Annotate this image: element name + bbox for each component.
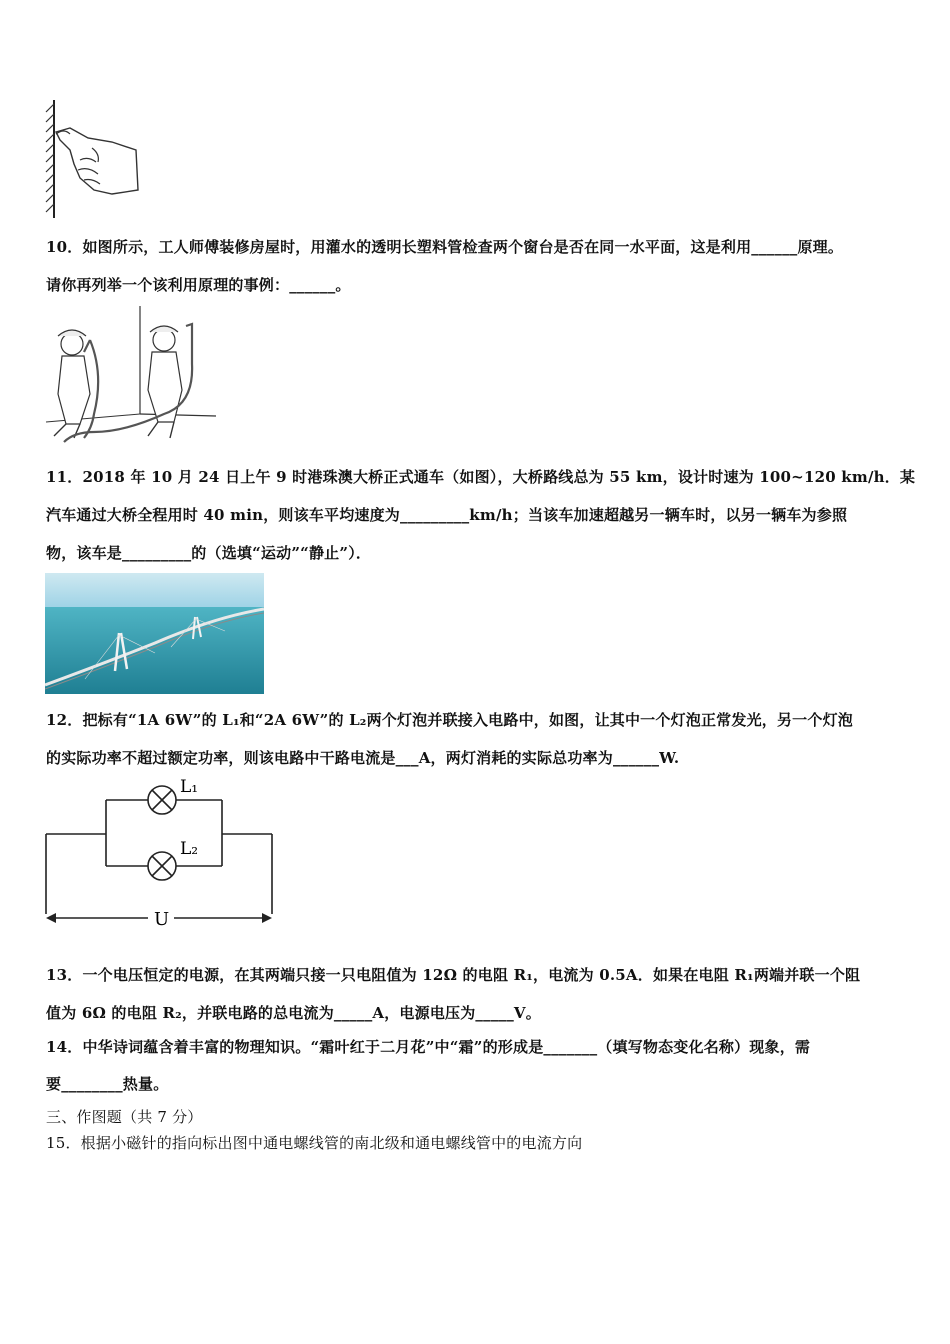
q15-line1: 15．根据小磁针的指向标出图中通电螺线管的南北级和通电螺线管中的电流方向 [46, 1134, 583, 1152]
q11-line1: 11．2018 年 10 月 24 日上午 9 时港珠澳大桥正式通车（如图），大桥路线总为 55 km，设计时速为 100~120 km/h．某 [46, 468, 916, 486]
hand-wall-figure [40, 98, 144, 220]
lamp-l2 [148, 852, 176, 880]
lamp1-label: L₁ [180, 777, 199, 797]
q11-line3: 物，该车是_________的（选填“运动”“静止”）． [46, 544, 372, 562]
circuit-diagram [40, 774, 280, 930]
lamp2-label: L₂ [180, 839, 199, 859]
bridge-photo [45, 573, 264, 694]
q14-line2: 要________热量。 [46, 1075, 169, 1093]
q11-line2: 汽车通过大桥全程用时 40 min，则该车平均速度为_________km/h；当该车加速超越另一辆车时，以另一辆车为参照 [46, 506, 848, 524]
q13-line1: 13．一个电压恒定的电源，在其两端只接一只电阻值为 12Ω 的电阻 R₁，电流为 0.5A．如果在电阻 R₁两端并联一个阻 [46, 966, 861, 984]
q10-line2: 请你再列举一个该利用原理的事例：______。 [46, 276, 351, 294]
q12-line1: 12．把标有“1A 6W”的 L₁和“2A 6W”的 L₂两个灯泡并联接入电路中，如图，让其中一个灯泡正常发光，另一个灯泡 [46, 711, 853, 729]
lamp-l1 [148, 786, 176, 814]
workers-tube-figure [44, 304, 220, 446]
voltage-label: U [154, 909, 170, 930]
q12-line2: 的实际功率不超过额定功率，则该电路中干路电流是___A，两灯消耗的实际总功率为______W. [46, 749, 680, 767]
section3-title: 三、作图题（共 7 分） [46, 1108, 203, 1126]
q14-line1: 14．中华诗词蕴含着丰富的物理知识。“霜叶红于二月花”中“霜”的形成是_______（填写物态变化名称）现象，需 [46, 1038, 811, 1056]
q13-line2: 值为 6Ω 的电阻 R₂，并联电路的总电流为_____A，电源电压为_____V。 [46, 1004, 541, 1022]
q10-line1: 10．如图所示，工人师傅装修房屋时，用灌水的透明长塑料管检查两个窗台是否在同一水平面，这是利用______原理。 [46, 238, 844, 256]
